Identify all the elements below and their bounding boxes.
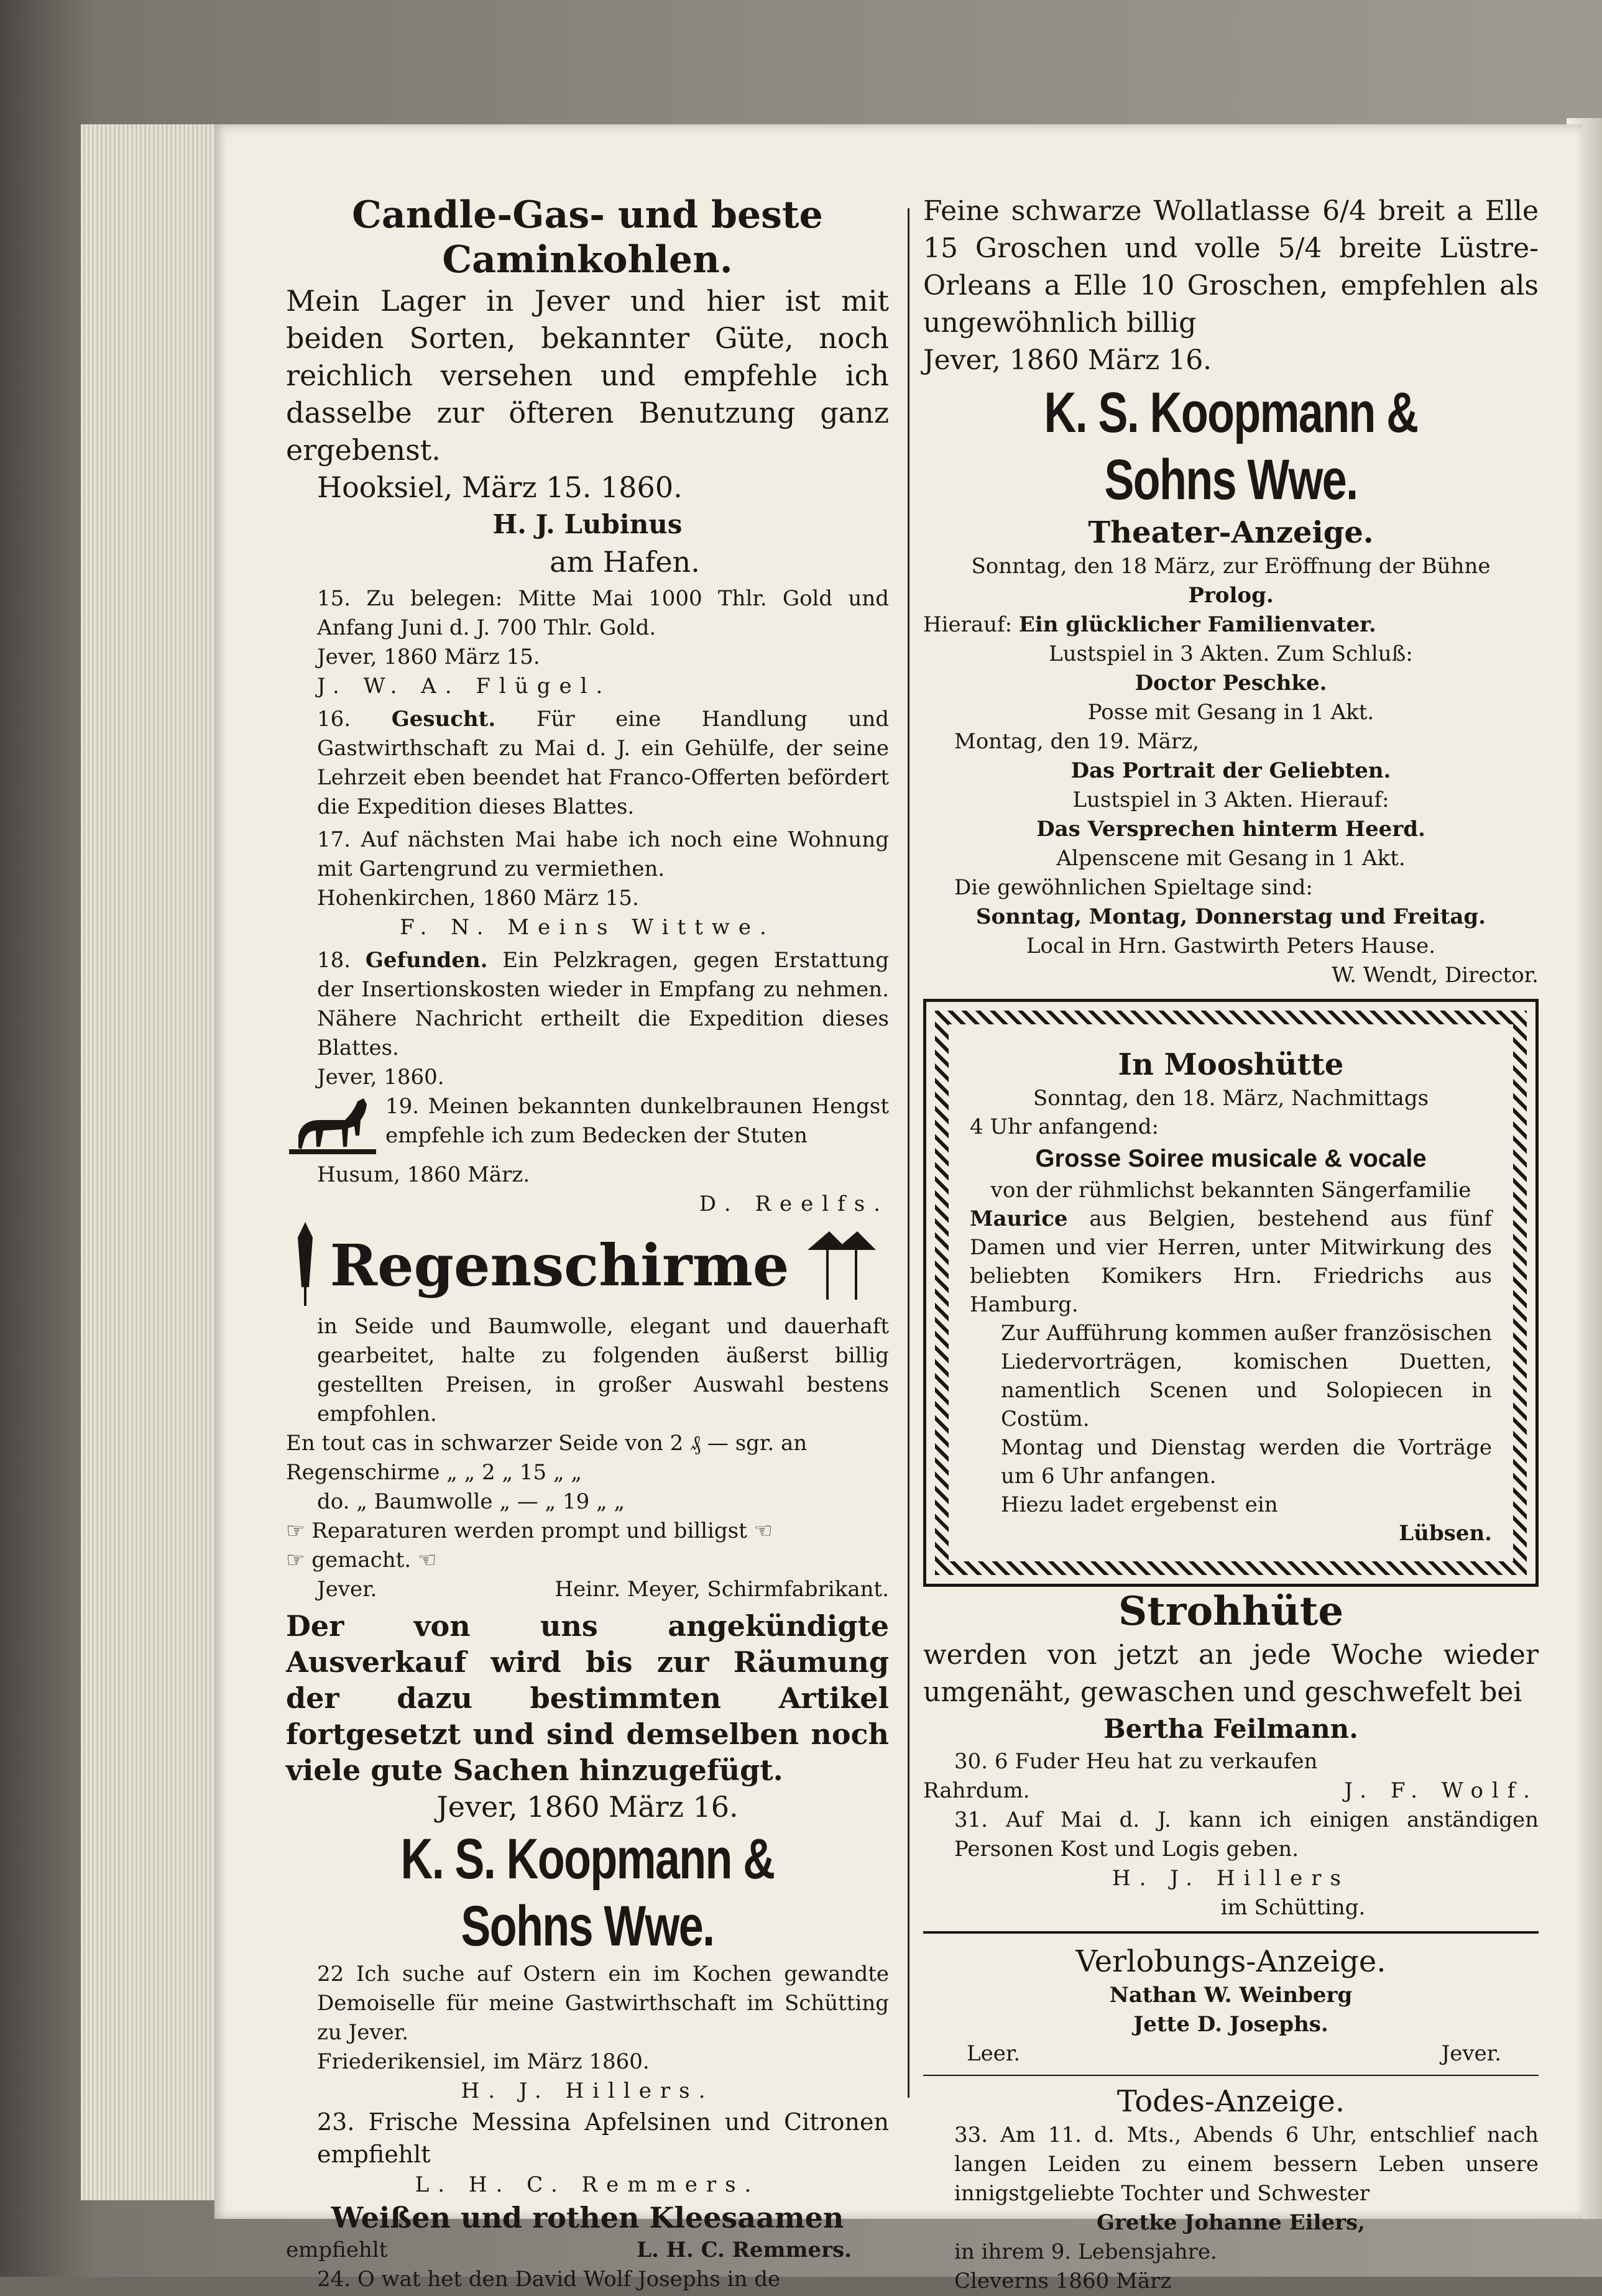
ad17-text: 17. Auf nächsten Mai habe ich noch eine Wohnung mit Gartengrund zu vermiethen. xyxy=(317,827,889,881)
ad19-text: 19. Meinen bekannten dunkelbraunen Hengst empfehle ich zum Bedecken der Stuten xyxy=(385,1094,889,1148)
ad18-head: Gefunden. xyxy=(365,948,488,973)
umbrella-closed-icon xyxy=(293,1219,318,1312)
moos-head: In Mooshütte xyxy=(1118,1047,1344,1082)
moos-l2: 4 Uhr anfangend: xyxy=(970,1114,1159,1139)
ad30-sign: J. F. Wolf. xyxy=(1344,1778,1539,1803)
ad31-sign-1: H. J. Hillers xyxy=(1112,1866,1350,1891)
ad30-place: Rahrdum. xyxy=(923,1778,1030,1803)
ad31-sign-2: im Schütting. xyxy=(1220,1895,1366,1920)
ad19-date: Husum, 1860 März. xyxy=(317,1162,530,1187)
column-divider xyxy=(908,208,909,2098)
ad23-text: 23. Frische Messina Apfelsinen und Citronen empfiehlt xyxy=(317,2108,889,2168)
ad16-head: Gesucht. xyxy=(391,707,496,732)
ad17-date: Hohenkirchen, 1860 März 15. xyxy=(317,886,639,911)
mooshuette-content xyxy=(970,1045,1492,1548)
left-column xyxy=(286,193,889,2294)
moos-l3: Grosse Soiree musicale & vocale xyxy=(1035,1145,1427,1172)
theater-l9: Lustspiel in 3 Akten. Hierauf: xyxy=(1072,788,1389,812)
theater-l4: Lustspiel in 3 Akten. Zum Schluß: xyxy=(1049,641,1413,666)
separator-rule-thin xyxy=(923,2075,1539,2076)
verl-1: Nathan W. Weinberg xyxy=(1109,1983,1353,2008)
theater-l6: Posse mit Gesang in 1 Akt. xyxy=(1087,700,1374,725)
candle-title-2: Caminkohlen. xyxy=(442,238,733,282)
candle-sign-2: am Hafen. xyxy=(550,545,700,579)
todes-head: Todes-Anzeige. xyxy=(1116,2084,1345,2119)
regen-sign-place: Jever. xyxy=(317,1577,377,1602)
newspaper-page xyxy=(214,124,1582,2294)
candle-title-1: Candle-Gas- und beste xyxy=(352,193,823,237)
klee-row xyxy=(286,2236,889,2265)
theater-l7: Montag, den 19. März, xyxy=(954,729,1200,754)
ad18-num: 18. xyxy=(317,948,351,973)
moos-l7: Montag und Dienstag werden die Vorträge um 6 Uhr anfangen. xyxy=(1001,1435,1492,1489)
candle-sign-1: H. J. Lubinus xyxy=(492,509,683,540)
separator-rule xyxy=(923,1931,1539,1934)
umbrella-pair-icon xyxy=(801,1225,882,1306)
ad18-date: Jever, 1860. xyxy=(317,1065,444,1090)
regen-text: in Seide und Baumwolle, elegant und dauerhaft gearbeitet, halte zu folgenden äußerst billig gestellten Preisen, in großer Auswahl bestens empfohlen. xyxy=(317,1314,889,1426)
theater-l10: Das Versprechen hinterm Heerd. xyxy=(1036,817,1425,842)
verl-2: Jette D. Josephs. xyxy=(1133,2012,1328,2037)
ad17-sign: F. N. Meins Wittwe. xyxy=(400,915,775,940)
stroh-text: werden von jetzt an jede Woche wieder umgenäht, gewaschen und geschwefelt bei xyxy=(923,1639,1539,1708)
ad16-text: Für eine Handlung und Gastwirthschaft zu Mai d. J. ein Gehülfe, der seine Lehrzeit eben beendet hat Franco-Offerten befördert die Expedition dieses Blattes. xyxy=(317,707,890,819)
regen-sign-row xyxy=(286,1575,889,1604)
candle-body: Mein Lager in Jever und hier ist mit beiden Sorten, bekannter Güte, noch reichlich versehen und empfehle ich dasselbe zur öfteren Benutzung ganz ergebenst. xyxy=(286,284,889,467)
verl-head: Verlobungs-Anzeige. xyxy=(1075,1944,1386,1979)
verl-places xyxy=(923,2039,1539,2069)
regen-title: Regenschirme xyxy=(329,1232,789,1299)
theater-l8: Das Portrait der Geliebten. xyxy=(1070,758,1391,783)
verl-place-r: Jever. xyxy=(1441,2041,1501,2066)
regen-line2: Regenschirme „ „ 2 „ 15 „ „ xyxy=(286,1460,582,1485)
moos-l8: Hiezu ladet ergebenst ein xyxy=(1001,1492,1278,1517)
mooshuette-box xyxy=(923,999,1539,1587)
todes-name: Gretke Johanne Eilers, xyxy=(1096,2210,1365,2235)
ad24-text: 24. O wat het den David Wolf Josephs in de xyxy=(317,2267,781,2292)
theater-l5: Doctor Peschke. xyxy=(1135,671,1327,696)
theater-l3-pre: Hierauf: xyxy=(923,612,1013,637)
theater-l11: Alpenscene mit Gesang in 1 Akt. xyxy=(1056,846,1406,871)
ad30-text: 30. 6 Fuder Heu hat zu verkaufen xyxy=(954,1749,1318,1774)
moos-sign: Lübsen. xyxy=(1399,1521,1492,1546)
theater-l12: Die gewöhnlichen Spieltage sind: xyxy=(954,875,1313,900)
theater-l2: Prolog. xyxy=(1188,583,1274,608)
todes-cut: Cleverns 1860 März xyxy=(954,2269,1172,2294)
theater-l13: Sonntag, Montag, Donnerstag und Freitag. xyxy=(975,904,1486,929)
klee-sign: L. H. C. Remmers. xyxy=(637,2238,852,2262)
koopmann-left: K. S. Koopmann & Sohns Wwe. xyxy=(400,1827,775,1958)
ad23-sign: L. H. C. Remmers. xyxy=(415,2172,760,2197)
regen-line4: ☞ Reparaturen werden prompt und billigst ☜ xyxy=(286,1518,773,1543)
ad30-row xyxy=(923,1776,1539,1806)
woll-text: Feine schwarze Wollatlasse 6/4 breit a Elle 15 Groschen und volle 5/4 breite Lüstre-Orleans a Elle 10 Groschen, empfehlen als ungewöhnlich billig xyxy=(923,195,1539,339)
ausverkauf-text: Der von uns angekündigte Ausverkauf wird bis zur Räumung der dazu bestimmten Artikel fortgesetzt und sind demselben noch viele gute Sachen hinzugefügt. xyxy=(286,1609,889,1787)
ad22-sign: H. J. Hillers. xyxy=(461,2078,714,2103)
verl-place-l: Leer. xyxy=(967,2041,1021,2066)
moos-l4: von der rühmlichst bekannten Sängerfamilie xyxy=(990,1178,1471,1203)
regen-sign: Heinr. Meyer, Schirmfabrikant. xyxy=(555,1577,889,1602)
klee-pre: empfiehlt xyxy=(286,2238,388,2262)
page-stack-edge xyxy=(81,124,225,2200)
klee-head: Weißen und rothen Kleesaamen xyxy=(331,2201,844,2234)
ad15-text: 15. Zu belegen: Mitte Mai 1000 Thlr. Gold und Anfang Juni d. J. 700 Thlr. Gold. xyxy=(317,586,889,640)
regen-line5: ☞ gemacht. ☜ xyxy=(286,1548,437,1573)
moos-l6: Zur Aufführung kommen außer französischen Liedervorträgen, komischen Duetten, namentlich Scenen und Solopiecen in Costüm. xyxy=(1001,1321,1492,1431)
theater-l3: Ein glücklicher Familienvater. xyxy=(1018,612,1376,637)
theater-l3-row xyxy=(923,610,1539,640)
moos-l5-block xyxy=(970,1205,1492,1319)
candle-date: Hooksiel, März 15. 1860. xyxy=(317,471,683,504)
theater-l14: Local in Hrn. Gastwirth Peters Hause. xyxy=(1026,934,1436,958)
ad31-text: 31. Auf Mai d. J. kann ich einigen anständigen Personen Kost und Logis geben. xyxy=(954,1807,1539,1862)
theater-head: Theater-Anzeige. xyxy=(1088,515,1374,550)
ad22-text: 22 Ich suche auf Ostern ein im Kochen gewandte Demoiselle für meine Gastwirthschaft im Schütting zu Jever. xyxy=(317,1962,889,2045)
horse-icon xyxy=(286,1092,379,1160)
regen-line3: do. „ Baumwolle „ — „ 19 „ „ xyxy=(317,1489,625,1514)
ad18-text: Ein Pelzkragen, gegen Erstattung der Insertionskosten wieder in Empfang zu nehmen. Nähere Nachricht ertheilt die Expedition dieses Blattes. xyxy=(317,948,890,1060)
moos-l5-name: Maurice xyxy=(970,1206,1068,1231)
stroh-sign: Bertha Feilmann. xyxy=(1103,1714,1358,1744)
ad16-num: 16. xyxy=(317,707,351,732)
ad15-date: Jever, 1860 März 15. xyxy=(317,645,540,669)
theater-l1: Sonntag, den 18 März, zur Eröffnung der Bühne xyxy=(971,554,1491,579)
moos-l1: Sonntag, den 18. März, Nachmittags xyxy=(1033,1086,1429,1111)
theater-sign: W. Wendt, Director. xyxy=(1332,963,1539,988)
ad19-block xyxy=(286,1092,889,1160)
ad15-sign: J. W. A. Flügel. xyxy=(317,674,612,699)
moos-l5: aus Belgien, bestehend aus fünf Damen und vier Herren, unter Mitwirkung des beliebten Komikers Hrn. Friedrichs aus Hamburg. xyxy=(970,1206,1493,1317)
todes-text: 33. Am 11. d. Mts., Abends 6 Uhr, entschlief nach langen Leiden zu einem bessern Leben unsere innigstgeliebte Tochter und Schwester xyxy=(954,2123,1539,2206)
ad16-block xyxy=(286,705,889,822)
regen-header xyxy=(286,1219,889,1312)
woll-date: Jever, 1860 März 16. xyxy=(923,344,1212,376)
ad22-date: Friederikensiel, im März 1860. xyxy=(317,2049,650,2074)
ad18-block xyxy=(286,946,889,1063)
right-column xyxy=(923,193,1539,2296)
ausverkauf-date: Jever, 1860 März 16. xyxy=(436,1790,739,1824)
koopmann-right: K. S. Koopmann & Sohns Wwe. xyxy=(1044,381,1418,512)
stroh-head: Strohhüte xyxy=(1118,1588,1344,1635)
todes-age: in ihrem 9. Lebensjahre. xyxy=(954,2239,1217,2264)
ad19-sign: D. Reelfs. xyxy=(699,1192,889,1216)
regen-line1: En tout cas in schwarzer Seide von 2 ₰ — sgr. an xyxy=(286,1431,808,1456)
